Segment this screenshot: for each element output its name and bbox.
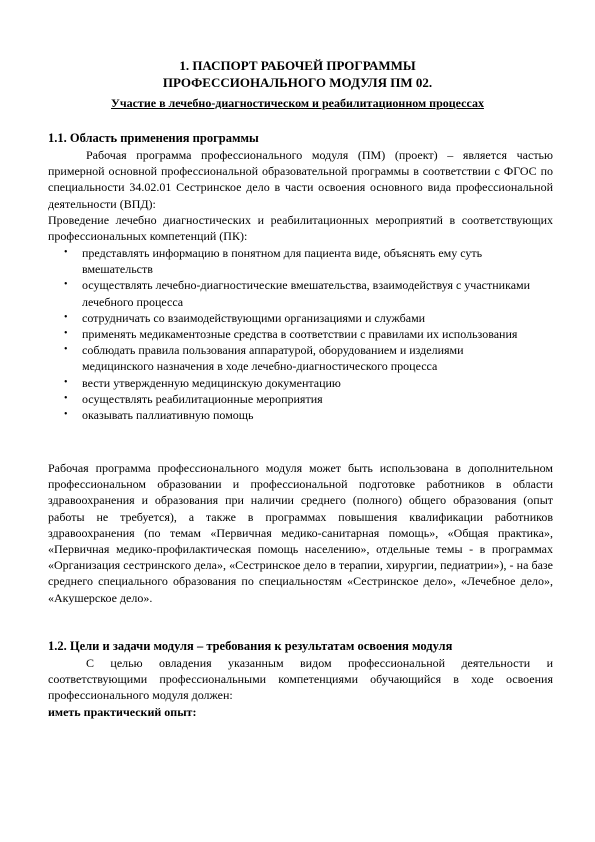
bullet-icon: • — [64, 344, 68, 356]
bullet-icon: • — [64, 409, 68, 421]
bullet-icon: • — [64, 328, 68, 340]
list-item-text: применять медикаментозные средства в соответствии с правилами их использования — [82, 327, 518, 342]
list-item — [48, 391, 553, 407]
document-title-line-2: ПРОФЕССИОНАЛЬНОГО МОДУЛЯ ПМ 02. — [162, 75, 433, 90]
list-item-text: сотрудничать со взаимодействующими организациями и службами — [82, 310, 426, 325]
bullet-icon: • — [64, 376, 68, 388]
bullet-icon: • — [64, 247, 68, 258]
section-1-1-paragraph-3: Рабочая программа профессионального модуля может быть использована в дополнительном профессиональном образовании и профессиональной подготовке работников в области здравоохранения и образования при наличии среднего (полного) общего образования (опыт работы не требуется), а также в программах повышения квалификации работников здравоохранения (по темам «Первичная медико-санитарная помощь», «Общая практика», «Первичная медико-профилактическая помощь населению», отдельные темы - в программах «Организация сестринского дела», «Сестринское дело в терапии, хирургии, педиатрии»), - на базе среднего специального образования по специальностям «Сестринское дело», «Лечебное дело», «Акушерское дело». — [48, 461, 553, 605]
document-title-line-1: 1. ПАСПОРТ РАБОЧЕЙ ПРОГРАММЫ — [179, 58, 416, 73]
list-item — [48, 326, 553, 342]
list-item — [48, 375, 553, 391]
list-item-text: вести утвержденную медицинскую документацию — [82, 375, 341, 390]
list-item-text: осуществлять лечебно-диагностические вмешательства, взаимодействуя с участниками лечебного процесса — [82, 278, 531, 309]
list-item — [48, 277, 553, 309]
document-subtitle: Участие в лечебно-диагностическом и реабилитационном процессах — [111, 96, 484, 110]
list-item-text: осуществлять реабилитационные мероприятия — [82, 391, 323, 406]
bullet-icon: • — [64, 279, 68, 291]
section-1-1-heading: 1.1. Область применения программы — [48, 131, 259, 145]
section-1-2-paragraph-1: С целью овладения указанным видом профессиональной деятельности и соответствующими профессиональными компетенциями обучающийся в ходе освоения профессионального модуля должен: — [48, 656, 553, 703]
list-item-text: оказывать паллиативную помощь — [82, 408, 254, 423]
section-1-2-paragraph-2: иметь практический опыт: — [48, 705, 197, 719]
competency-bullet-list — [48, 245, 553, 423]
bullet-icon: • — [64, 311, 68, 323]
list-item-text: представлять информацию в понятном для пациента виде, объяснять ему суть вмешательств — [82, 246, 483, 277]
list-item-text: соблюдать правила пользования аппаратурой, оборудованием и изделиями медицинского назначения в ходе лечебно-диагностического процесса — [82, 343, 464, 374]
list-item — [48, 245, 553, 277]
section-1-1-paragraph-1: Рабочая программа профессионального модуля (ПМ) (проект) – является частью примерной основной профессиональной образовательной программы в соответствии с ФГОС по специальности 34.02.01 Сестринское дело в части освоения основного вида профессиональной деятельности (ВПД): — [48, 148, 553, 211]
section-1-2-heading: 1.2. Цели и задачи модуля – требования к результатам освоения модуля — [48, 639, 453, 653]
list-item — [48, 310, 553, 326]
section-1-1-paragraph-2: Проведение лечебно диагностических и реабилитационных мероприятий в соответствующих профессиональных компетенций (ПК): — [48, 213, 553, 244]
list-item — [48, 407, 553, 423]
bullet-icon: • — [64, 392, 68, 404]
list-item — [48, 342, 553, 374]
